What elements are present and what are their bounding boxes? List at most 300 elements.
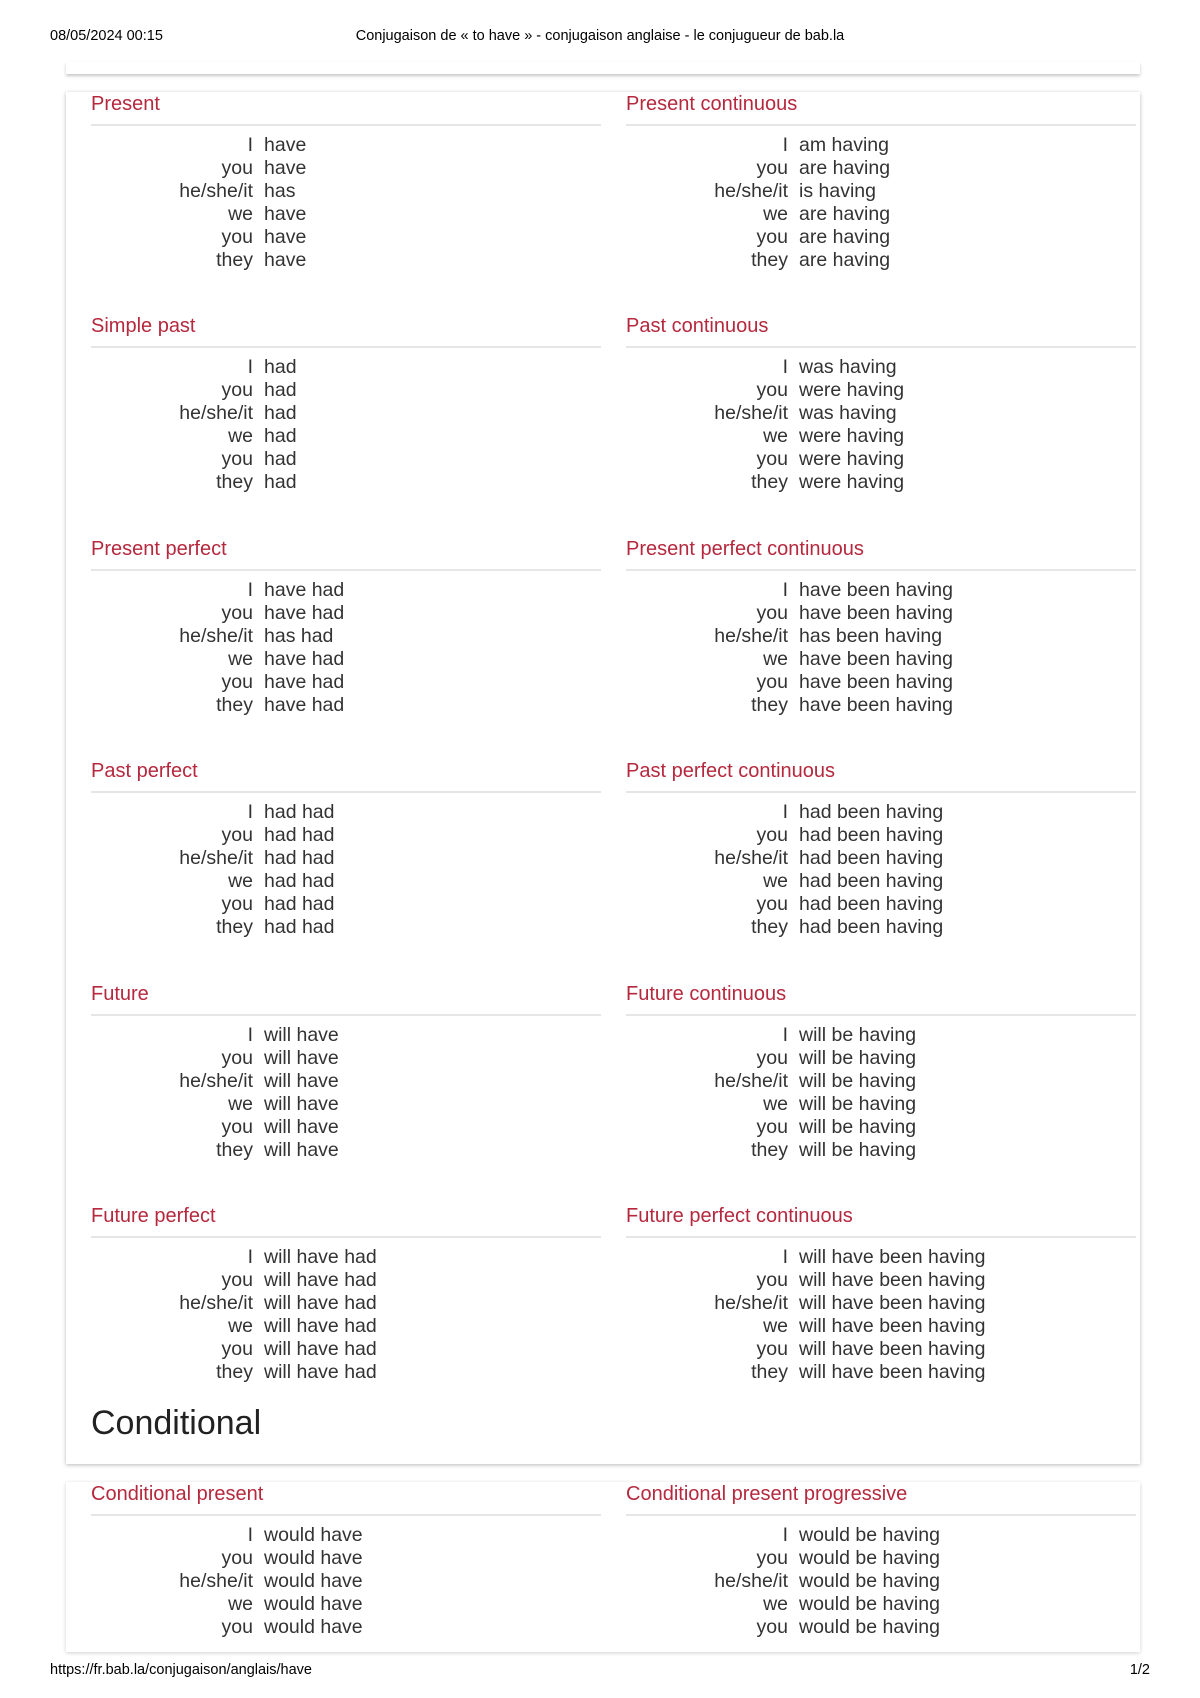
verb-form: were having [799, 448, 905, 470]
print-footer [50, 1662, 1150, 1682]
verb-form: would have [264, 1593, 363, 1615]
tense-divider [91, 124, 601, 126]
pronoun: they [751, 694, 788, 716]
pronoun: you [221, 893, 253, 915]
verb-form: will have [264, 1024, 339, 1046]
pronoun: we [763, 870, 788, 892]
pronoun: he/she/it [714, 402, 788, 424]
verb-form: will have been having [799, 1246, 986, 1268]
verb-form: would be having [799, 1570, 940, 1592]
verb-form: has been having [799, 625, 943, 647]
conjugation-list [626, 1524, 1136, 1639]
verb-form: would be having [799, 1616, 940, 1638]
pronoun: we [228, 203, 253, 225]
conjugation-row [626, 694, 1136, 717]
pronoun: he/she/it [179, 1070, 253, 1092]
tense-title: Past continuous [626, 315, 769, 337]
conjugation-row [626, 1524, 1136, 1547]
pronoun: he/she/it [714, 1570, 788, 1592]
verb-form: will have had [264, 1269, 377, 1291]
pronoun: he/she/it [714, 847, 788, 869]
conjugation-row [626, 226, 1136, 249]
print-date: 08/05/2024 00:15 [50, 28, 163, 44]
pronoun: you [756, 1269, 788, 1291]
conjugation-list [626, 1024, 1136, 1162]
tense-title: Future [91, 983, 149, 1005]
pronoun: you [756, 157, 788, 179]
conjugation-row [626, 1024, 1136, 1047]
tense-title: Present perfect [91, 538, 227, 560]
verb-form: are having [799, 249, 891, 271]
pronoun: they [216, 249, 253, 271]
pronoun: they [216, 1361, 253, 1383]
tense-future-perfect [91, 1204, 601, 1384]
pronoun: you [221, 671, 253, 693]
conjugation-list [626, 801, 1136, 939]
verb-form: have had [264, 602, 345, 624]
conjugation-row [626, 448, 1136, 471]
conjugation-row [91, 648, 601, 671]
pronoun: I [247, 356, 253, 378]
conjugation-row [626, 1093, 1136, 1116]
conjugation-list [91, 579, 601, 717]
conditional-heading: Conditional [91, 1404, 262, 1442]
verb-form: will be having [799, 1070, 917, 1092]
verb-form: would be having [799, 1524, 940, 1546]
verb-form: had [264, 356, 297, 378]
tense-divider [626, 1514, 1136, 1516]
conjugation-row [626, 180, 1136, 203]
verb-form: had been having [799, 916, 944, 938]
conjugation-row [626, 1338, 1136, 1361]
conjugation-row [626, 1269, 1136, 1292]
verb-form: will have [264, 1139, 339, 1161]
verb-form: had been having [799, 801, 944, 823]
conjugation-row [91, 1338, 601, 1361]
tense-title: Future perfect continuous [626, 1205, 853, 1227]
verb-form: will have had [264, 1246, 377, 1268]
pronoun: he/she/it [714, 180, 788, 202]
verb-form: is having [799, 180, 876, 202]
conjugation-row [91, 602, 601, 625]
verb-form: are having [799, 226, 891, 248]
conjugation-row [626, 402, 1136, 425]
conjugation-row [91, 1616, 601, 1639]
verb-form: would have [264, 1547, 363, 1569]
conjugation-row [91, 1246, 601, 1269]
verb-form: had [264, 448, 297, 470]
conjugation-row [626, 1547, 1136, 1570]
verb-form: have had [264, 671, 345, 693]
conjugation-row [626, 625, 1136, 648]
verb-form: have [264, 249, 307, 271]
pronoun: we [228, 1315, 253, 1337]
conjugation-row [626, 1315, 1136, 1338]
tense-future-perfect-continuous [626, 1204, 1136, 1384]
conjugation-list [91, 356, 601, 494]
pronoun: we [763, 648, 788, 670]
tense-divider [91, 1014, 601, 1016]
tense-present [91, 92, 601, 272]
tense-future-continuous [626, 982, 1136, 1162]
tense-divider [626, 791, 1136, 793]
pronoun: you [756, 671, 788, 693]
pronoun: I [782, 356, 788, 378]
conjugation-row [626, 1616, 1136, 1639]
verb-form: will have had [264, 1292, 377, 1314]
verb-form: will have had [264, 1315, 377, 1337]
previous-card-edge [66, 62, 1140, 74]
verb-form: are having [799, 157, 891, 179]
pronoun: you [756, 448, 788, 470]
conjugation-list [91, 1246, 601, 1384]
tense-title: Simple past [91, 315, 196, 337]
verb-form: were having [799, 379, 905, 401]
conjugation-list [626, 579, 1136, 717]
tense-divider [91, 1514, 601, 1516]
verb-form: had [264, 379, 297, 401]
conjugation-row [626, 893, 1136, 916]
pronoun: you [756, 1047, 788, 1069]
verb-form: had had [264, 893, 335, 915]
conjugation-row [91, 379, 601, 402]
verb-form: will have been having [799, 1361, 986, 1383]
pronoun: he/she/it [179, 1292, 253, 1314]
tense-title: Present perfect continuous [626, 538, 864, 560]
conjugation-row [626, 1570, 1136, 1593]
verb-form: had had [264, 847, 335, 869]
verb-form: will be having [799, 1047, 917, 1069]
tense-divider [626, 1236, 1136, 1238]
tense-past-continuous [626, 314, 1136, 494]
conjugation-row [91, 694, 601, 717]
verb-form: have been having [799, 579, 953, 601]
conjugation-row [91, 1593, 601, 1616]
tense-divider [91, 791, 601, 793]
verb-form: were having [799, 471, 905, 493]
verb-form: have been having [799, 694, 953, 716]
tense-divider [91, 346, 601, 348]
tense-simple-past [91, 314, 601, 494]
conjugation-row [626, 249, 1136, 272]
verb-form: have been having [799, 671, 953, 693]
pronoun: I [782, 1246, 788, 1268]
verb-form: have had [264, 579, 345, 601]
conjugation-row [91, 801, 601, 824]
pronoun: they [751, 916, 788, 938]
verb-form: would have [264, 1570, 363, 1592]
verb-form: will have [264, 1093, 339, 1115]
pronoun: he/she/it [714, 1070, 788, 1092]
tense-present-perfect-continuous [626, 537, 1136, 717]
conjugation-list [626, 356, 1136, 494]
tense-present-perfect [91, 537, 601, 717]
tense-title: Present continuous [626, 93, 798, 115]
tense-past-perfect-continuous [626, 759, 1136, 939]
conjugation-row [91, 579, 601, 602]
verb-form: had [264, 425, 297, 447]
conjugation-row [626, 801, 1136, 824]
conditional-card [66, 1482, 1140, 1652]
conjugation-row [91, 824, 601, 847]
tense-divider [626, 1014, 1136, 1016]
pronoun: you [221, 1269, 253, 1291]
conjugation-row [626, 1361, 1136, 1384]
print-page-title: Conjugaison de « to have » - conjugaison anglaise - le conjugueur de bab.la [355, 28, 845, 44]
conjugation-row [626, 916, 1136, 939]
conjugation-row [91, 134, 601, 157]
verb-form: had been having [799, 847, 944, 869]
pronoun: he/she/it [179, 625, 253, 647]
pronoun: they [751, 1139, 788, 1161]
pronoun: we [228, 870, 253, 892]
conjugation-row [91, 1315, 601, 1338]
tense-title: Future perfect [91, 1205, 216, 1227]
pronoun: I [782, 579, 788, 601]
pronoun: they [216, 694, 253, 716]
pronoun: we [763, 425, 788, 447]
pronoun: I [782, 801, 788, 823]
pronoun: you [756, 1547, 788, 1569]
pronoun: he/she/it [179, 847, 253, 869]
verb-form: am having [799, 134, 889, 156]
verb-form: will be having [799, 1116, 917, 1138]
pronoun: I [247, 1246, 253, 1268]
pronoun: you [221, 157, 253, 179]
pronoun: he/she/it [179, 1570, 253, 1592]
tense-divider [91, 1236, 601, 1238]
verb-form: will be having [799, 1093, 917, 1115]
conjugation-row [626, 648, 1136, 671]
pronoun: I [782, 1524, 788, 1546]
pronoun: you [221, 602, 253, 624]
conjugation-row [626, 602, 1136, 625]
pronoun: he/she/it [714, 1292, 788, 1314]
tense-title: Past perfect [91, 760, 198, 782]
conjugation-row [91, 448, 601, 471]
pronoun: we [763, 1093, 788, 1115]
verb-form: will have [264, 1047, 339, 1069]
verb-form: had [264, 471, 297, 493]
pronoun: we [228, 425, 253, 447]
conjugation-list [626, 1246, 1136, 1384]
pronoun: you [756, 893, 788, 915]
conjugation-row [626, 1292, 1136, 1315]
conjugation-row [91, 1024, 601, 1047]
verb-form: had been having [799, 824, 944, 846]
tense-conditional-present-progressive [626, 1482, 1136, 1639]
conjugation-list [91, 801, 601, 939]
conjugation-row [91, 1269, 601, 1292]
conjugation-row [626, 1070, 1136, 1093]
tense-past-perfect [91, 759, 601, 939]
pronoun: they [751, 471, 788, 493]
pronoun: they [751, 1361, 788, 1383]
pronoun: I [782, 1024, 788, 1046]
conjugation-row [91, 870, 601, 893]
pronoun: you [221, 824, 253, 846]
tense-divider [91, 569, 601, 571]
verb-form: had had [264, 824, 335, 846]
verb-form: will have had [264, 1361, 377, 1383]
verb-form: have [264, 134, 307, 156]
verb-form: had had [264, 870, 335, 892]
tense-title: Conditional present [91, 1483, 264, 1505]
conjugation-row [91, 1139, 601, 1162]
pronoun: you [756, 226, 788, 248]
pronoun: we [763, 1593, 788, 1615]
pronoun: we [763, 203, 788, 225]
tense-future [91, 982, 601, 1162]
tense-title: Future continuous [626, 983, 787, 1005]
pronoun: we [763, 1315, 788, 1337]
conjugation-row [626, 1593, 1136, 1616]
verb-form: has had [264, 625, 334, 647]
conjugation-row [626, 379, 1136, 402]
conjugation-row [91, 1116, 601, 1139]
conjugation-row [626, 425, 1136, 448]
pronoun: they [216, 916, 253, 938]
conjugation-list [91, 1024, 601, 1162]
conjugation-row [91, 180, 601, 203]
verb-form: had had [264, 801, 335, 823]
verb-form: have been having [799, 602, 953, 624]
pronoun: we [228, 1093, 253, 1115]
pronoun: he/she/it [179, 402, 253, 424]
pronoun: you [756, 602, 788, 624]
conjugation-list [626, 134, 1136, 272]
pronoun: he/she/it [714, 625, 788, 647]
tense-conditional-present [91, 1482, 601, 1639]
pronoun: you [756, 1116, 788, 1138]
tense-divider [626, 569, 1136, 571]
verb-form: will have been having [799, 1338, 986, 1360]
verb-form: will be having [799, 1139, 917, 1161]
pronoun: you [221, 1116, 253, 1138]
verb-form: were having [799, 425, 905, 447]
conjugation-row [91, 671, 601, 694]
pronoun: you [756, 1338, 788, 1360]
pronoun: you [221, 448, 253, 470]
pronoun: you [221, 1616, 253, 1638]
verb-form: had been having [799, 893, 944, 915]
verb-form: had [264, 402, 297, 424]
conjugation-row [91, 1361, 601, 1384]
tense-divider [626, 346, 1136, 348]
conjugation-row [626, 134, 1136, 157]
verb-form: have been having [799, 648, 953, 670]
conjugation-row [626, 1139, 1136, 1162]
pronoun: they [216, 471, 253, 493]
conjugation-list [91, 134, 601, 272]
verb-form: will have been having [799, 1315, 986, 1337]
conjugation-row [91, 425, 601, 448]
verb-form: will have [264, 1070, 339, 1092]
conjugation-row [626, 471, 1136, 494]
conjugation-row [626, 1246, 1136, 1269]
conjugation-row [626, 579, 1136, 602]
conjugation-row [91, 1524, 601, 1547]
conjugation-row [626, 356, 1136, 379]
verb-form: would have [264, 1524, 363, 1546]
pronoun: you [756, 1616, 788, 1638]
verb-form: will have had [264, 1338, 377, 1360]
conjugation-row [91, 916, 601, 939]
verb-form: has [264, 180, 296, 202]
pronoun: you [221, 1047, 253, 1069]
tense-title: Past perfect continuous [626, 760, 836, 782]
conjugation-row [91, 1093, 601, 1116]
verb-form: will be having [799, 1024, 917, 1046]
conjugation-row [626, 157, 1136, 180]
verb-form: had been having [799, 870, 944, 892]
conjugation-list [91, 1524, 601, 1639]
conjugation-row [91, 893, 601, 916]
conjugation-row [91, 625, 601, 648]
conjugation-row [626, 671, 1136, 694]
conjugation-row [626, 847, 1136, 870]
pronoun: we [228, 648, 253, 670]
conjugation-row [91, 1547, 601, 1570]
conjugation-row [91, 356, 601, 379]
verb-form: had had [264, 916, 335, 938]
conjugation-row [91, 1570, 601, 1593]
conjugation-row [91, 847, 601, 870]
conjugation-row [91, 1047, 601, 1070]
conjugation-row [626, 824, 1136, 847]
print-header [50, 28, 1150, 48]
pronoun: they [216, 1139, 253, 1161]
pronoun: you [221, 1547, 253, 1569]
conjugation-row [91, 1292, 601, 1315]
conjugation-row [91, 1070, 601, 1093]
conjugation-row [626, 1116, 1136, 1139]
pronoun: you [756, 379, 788, 401]
pronoun: I [247, 134, 253, 156]
verb-form: are having [799, 203, 891, 225]
conjugation-row [91, 157, 601, 180]
pronoun: I [247, 801, 253, 823]
conjugation-row [91, 471, 601, 494]
pronoun: they [751, 249, 788, 271]
conjugation-row [626, 203, 1136, 226]
verb-form: have had [264, 694, 345, 716]
verb-form: would be having [799, 1593, 940, 1615]
conjugation-row [91, 226, 601, 249]
tense-divider [626, 124, 1136, 126]
pronoun: you [756, 824, 788, 846]
verb-form: have [264, 203, 307, 225]
pronoun: I [247, 1524, 253, 1546]
pronoun: I [247, 579, 253, 601]
page-number: 1/2 [1129, 1662, 1150, 1678]
verb-form: was having [799, 402, 897, 424]
verb-form: was having [799, 356, 897, 378]
verb-form: will have been having [799, 1269, 986, 1291]
pronoun: you [221, 379, 253, 401]
conjugation-row [91, 203, 601, 226]
tense-present-continuous [626, 92, 1136, 272]
verb-form: will have been having [799, 1292, 986, 1314]
conjugation-row [91, 249, 601, 272]
pronoun: we [228, 1593, 253, 1615]
tense-title: Conditional present progressive [626, 1483, 908, 1505]
conjugation-row [91, 402, 601, 425]
pronoun: I [782, 134, 788, 156]
pronoun: he/she/it [179, 180, 253, 202]
pronoun: you [221, 1338, 253, 1360]
print-url: https://fr.bab.la/conjugaison/anglais/have [50, 1662, 312, 1678]
